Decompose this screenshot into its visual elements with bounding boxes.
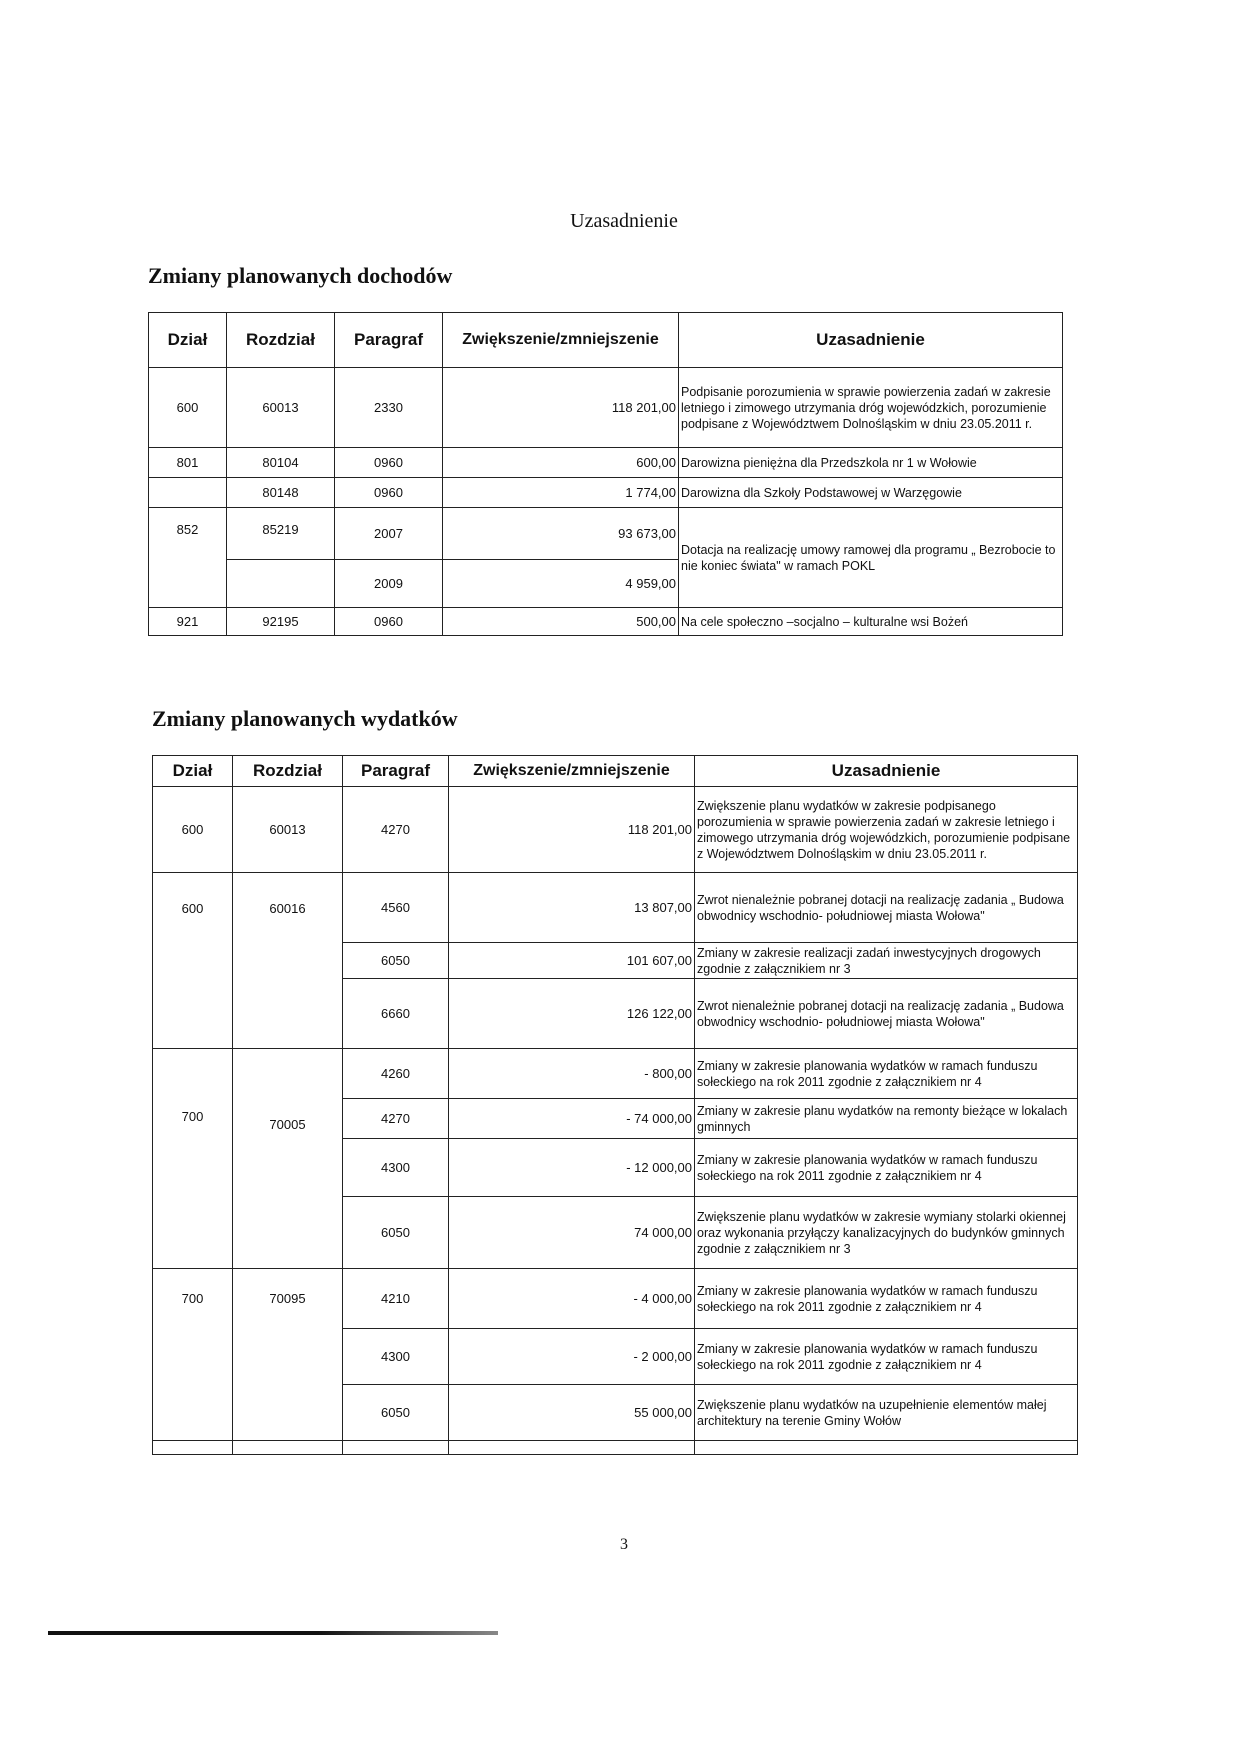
header-uzasadnienie: Uzasadnienie xyxy=(679,313,1063,368)
cell-rozdzial: 80148 xyxy=(227,478,335,508)
cell-uzasadnienie: Zmiany w zakresie realizacji zadań inwestycyjnych drogowych zgodnie z załącznikiem nr 3 xyxy=(695,943,1078,979)
table-row xyxy=(149,608,1063,636)
income-header-row xyxy=(149,313,1063,368)
cell-kwota: - 800,00 xyxy=(449,1049,695,1099)
empty-cell xyxy=(343,1441,449,1455)
cell-uzasadnienie: Na cele społeczno –socjalno – kulturalne wsi Bożeń xyxy=(679,608,1063,636)
cell-paragraf: 4300 xyxy=(343,1139,449,1197)
cell-uzasadnienie: Darowizna pieniężna dla Przedszkola nr 1 w Wołowie xyxy=(679,448,1063,478)
table-row xyxy=(153,873,1078,943)
cell-rozdzial xyxy=(227,560,335,608)
cell-uzasadnienie: Zmiany w zakresie planowania wydatków w ramach funduszu sołeckiego na rok 2011 zgodnie z załącznikiem nr 4 xyxy=(695,1139,1078,1197)
cell-paragraf: 0960 xyxy=(335,608,443,636)
cell-paragraf: 0960 xyxy=(335,478,443,508)
cell-kwota: - 74 000,00 xyxy=(449,1099,695,1139)
cell-rozdzial: 80104 xyxy=(227,448,335,478)
cell-uzasadnienie: Zmiany w zakresie planowania wydatków w ramach funduszu sołeckiego na rok 2011 zgodnie z załącznikiem nr 4 xyxy=(695,1049,1078,1099)
cell-uzasadnienie: Zwiększenie planu wydatków w zakresie podpisanego porozumienia w sprawie powierzenia zadań w zakresie letniego i zimowego utrzymania dróg wojewódzkich, porozumienie podpisane z Województwem Dolnośląskim w dniu 23.05.2011 r. xyxy=(695,787,1078,873)
cell-paragraf: 4210 xyxy=(343,1269,449,1329)
cell-kwota: - 4 000,00 xyxy=(449,1269,695,1329)
expense-section-title: Zmiany planowanych wydatków xyxy=(152,706,458,731)
cell-rozdzial: 85219 xyxy=(227,508,335,560)
cell-paragraf: 4300 xyxy=(343,1329,449,1385)
table-row xyxy=(149,478,1063,508)
income-table xyxy=(148,312,1063,636)
cell-paragraf: 4260 xyxy=(343,1049,449,1099)
cell-uzasadnienie: Zwiększenie planu wydatków w zakresie wymiany stolarki okiennej oraz wykonania przyłączy kanalizacyjnych do budynków gminnych zgodnie z załącznikiem nr 3 xyxy=(695,1197,1078,1269)
cell-uzasadnienie: Zwrot nienależnie pobranej dotacji na realizację zadania „ Budowa obwodnicy wschodnio- południowej miasta Wołowa" xyxy=(695,979,1078,1049)
table-row xyxy=(153,1269,1078,1329)
empty-cell xyxy=(449,1441,695,1455)
footer-rule xyxy=(48,1631,498,1635)
header-uzasadnienie: Uzasadnienie xyxy=(695,756,1078,787)
income-section-title: Zmiany planowanych dochodów xyxy=(148,263,453,288)
expense-header-row xyxy=(153,756,1078,787)
header-rozdzial: Rozdział xyxy=(227,313,335,368)
cell-uzasadnienie: Dotacja na realizację umowy ramowej dla programu „ Bezrobocie to nie koniec świata" w ramach POKL xyxy=(679,508,1063,608)
expense-table xyxy=(152,755,1078,1455)
cell-paragraf: 2009 xyxy=(335,560,443,608)
header-kwota: Zwiększenie/zmniejszenie xyxy=(449,756,695,787)
cell-paragraf: 2330 xyxy=(335,368,443,448)
cell-uzasadnienie: Darowizna dla Szkoły Podstawowej w Warzęgowie xyxy=(679,478,1063,508)
table-row xyxy=(153,1441,1078,1455)
cell-kwota: 101 607,00 xyxy=(449,943,695,979)
cell-dzial: 921 xyxy=(149,608,227,636)
cell-kwota: 600,00 xyxy=(443,448,679,478)
cell-paragraf: 4270 xyxy=(343,787,449,873)
page-title: Uzasadnienie xyxy=(570,210,678,232)
empty-cell xyxy=(233,1441,343,1455)
cell-dzial: 600 xyxy=(153,873,233,1049)
cell-dzial: 801 xyxy=(149,448,227,478)
cell-kwota: 4 959,00 xyxy=(443,560,679,608)
cell-dzial: 852 xyxy=(149,508,227,608)
cell-paragraf: 4270 xyxy=(343,1099,449,1139)
cell-paragraf: 6050 xyxy=(343,943,449,979)
cell-uzasadnienie: Zwiększenie planu wydatków na uzupełnienie elementów małej architektury na terenie Gminy Wołów xyxy=(695,1385,1078,1441)
header-dzial: Dział xyxy=(149,313,227,368)
empty-cell xyxy=(153,1441,233,1455)
page-number: 3 xyxy=(620,1536,628,1553)
table-row xyxy=(149,508,1063,560)
cell-kwota: 500,00 xyxy=(443,608,679,636)
cell-rozdzial: 70005 xyxy=(233,1049,343,1269)
cell-uzasadnienie: Zmiany w zakresie planowania wydatków w ramach funduszu sołeckiego na rok 2011 zgodnie z załącznikiem nr 4 xyxy=(695,1329,1078,1385)
cell-dzial: 700 xyxy=(153,1269,233,1441)
cell-kwota: 118 201,00 xyxy=(443,368,679,448)
cell-uzasadnienie: Zwrot nienależnie pobranej dotacji na realizację zadania „ Budowa obwodnicy wschodnio- południowej miasta Wołowa" xyxy=(695,873,1078,943)
cell-kwota: 1 774,00 xyxy=(443,478,679,508)
cell-rozdzial: 70095 xyxy=(233,1269,343,1441)
cell-dzial xyxy=(149,478,227,508)
cell-kwota: 74 000,00 xyxy=(449,1197,695,1269)
cell-paragraf: 6050 xyxy=(343,1197,449,1269)
cell-kwota: 13 807,00 xyxy=(449,873,695,943)
table-row xyxy=(153,787,1078,873)
cell-rozdzial: 60013 xyxy=(233,787,343,873)
cell-paragraf: 2007 xyxy=(335,508,443,560)
header-dzial: Dział xyxy=(153,756,233,787)
table-row xyxy=(149,448,1063,478)
cell-kwota: 126 122,00 xyxy=(449,979,695,1049)
cell-dzial: 600 xyxy=(153,787,233,873)
cell-uzasadnienie: Zmiany w zakresie planowania wydatków w ramach funduszu sołeckiego na rok 2011 zgodnie z załącznikiem nr 4 xyxy=(695,1269,1078,1329)
table-row xyxy=(153,1049,1078,1099)
cell-kwota: 55 000,00 xyxy=(449,1385,695,1441)
cell-paragraf: 6660 xyxy=(343,979,449,1049)
cell-kwota: - 12 000,00 xyxy=(449,1139,695,1197)
cell-uzasadnienie: Zmiany w zakresie planu wydatków na remonty bieżące w lokalach gminnych xyxy=(695,1099,1078,1139)
header-rozdzial: Rozdział xyxy=(233,756,343,787)
cell-paragraf: 6050 xyxy=(343,1385,449,1441)
header-paragraf: Paragraf xyxy=(343,756,449,787)
cell-dzial: 600 xyxy=(149,368,227,448)
table-row xyxy=(149,368,1063,448)
cell-rozdzial: 60013 xyxy=(227,368,335,448)
cell-kwota: - 2 000,00 xyxy=(449,1329,695,1385)
cell-rozdzial: 92195 xyxy=(227,608,335,636)
header-kwota: Zwiększenie/zmniejszenie xyxy=(443,313,679,368)
cell-rozdzial: 60016 xyxy=(233,873,343,1049)
empty-cell xyxy=(695,1441,1078,1455)
cell-dzial: 700 xyxy=(153,1049,233,1269)
header-paragraf: Paragraf xyxy=(335,313,443,368)
cell-kwota: 93 673,00 xyxy=(443,508,679,560)
cell-paragraf: 0960 xyxy=(335,448,443,478)
cell-paragraf: 4560 xyxy=(343,873,449,943)
cell-uzasadnienie: Podpisanie porozumienia w sprawie powierzenia zadań w zakresie letniego i zimowego utrzymania dróg wojewódzkich, porozumienie podpisane z Województwem Dolnośląskim w dniu 23.05.2011 r. xyxy=(679,368,1063,448)
cell-kwota: 118 201,00 xyxy=(449,787,695,873)
